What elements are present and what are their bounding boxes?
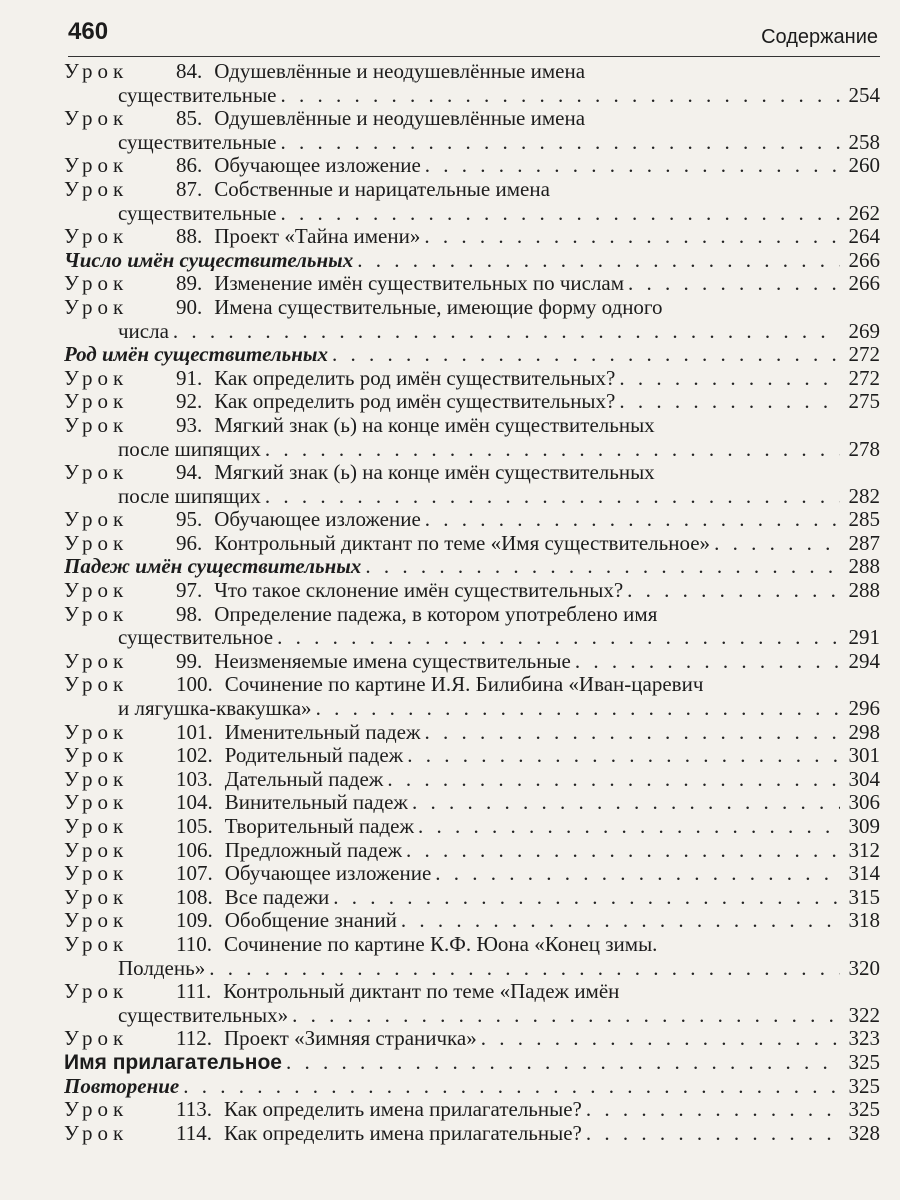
lesson-title: Определение падежа, в котором употреблено имя: [214, 602, 658, 626]
page-reference: 254: [848, 83, 880, 107]
toc-section: [64, 1075, 880, 1099]
dot-leader: [280, 84, 840, 108]
page-reference: 287: [848, 531, 880, 555]
dot-leader: [425, 508, 840, 532]
dot-leader: [332, 343, 840, 367]
page-reference: 325: [848, 1098, 880, 1122]
lesson-title: Обучающее изложение: [214, 508, 421, 532]
toc-entry: [64, 839, 880, 863]
page-reference: 298: [848, 720, 880, 744]
lesson-title: Мягкий знак (ь) на конце имён существительных: [214, 461, 655, 485]
lesson-number: 90.: [176, 295, 203, 319]
lesson-number: 94.: [176, 461, 203, 485]
lesson-title: Проект «Зимняя страничка»: [223, 1027, 477, 1051]
lesson-label: Урок: [64, 673, 129, 697]
dot-leader: [586, 1098, 840, 1122]
dot-leader: [387, 768, 840, 792]
lesson-number: 103.: [176, 767, 213, 791]
lesson-label: Урок: [64, 885, 129, 909]
lesson-number: 113.: [176, 1098, 212, 1122]
lesson-label: Урок: [64, 909, 129, 933]
page-reference: 258: [848, 130, 880, 154]
lesson-title: Проект «Тайна имени»: [214, 225, 421, 249]
lesson-title: Сочинение по картине К.Ф. Юона «Конец зимы.: [223, 932, 658, 956]
toc-entry: [64, 650, 880, 674]
dot-leader: [209, 957, 840, 981]
lesson-number: 109.: [176, 909, 213, 933]
page-reference: 262: [848, 201, 880, 225]
page-reference: 312: [848, 838, 880, 862]
dot-leader: [173, 320, 840, 344]
dot-leader: [280, 202, 840, 226]
lesson-label: Урок: [64, 791, 129, 815]
lesson-label: Урок: [64, 1027, 129, 1051]
lesson-title-continuation: и лягушка-квакушка»: [118, 697, 312, 721]
page-reference: 260: [848, 154, 880, 178]
lesson-label: Урок: [64, 838, 129, 862]
dot-leader: [277, 626, 840, 650]
page-reference: 291: [848, 626, 880, 650]
lesson-number: 89.: [176, 272, 203, 296]
section-title: Род имён существительных: [64, 343, 328, 367]
toc-entry: [64, 508, 880, 532]
lesson-title: Сочинение по картине И.Я. Билибина «Иван-царевич: [224, 673, 704, 697]
lesson-number: 87.: [176, 177, 203, 201]
dot-leader: [418, 815, 840, 839]
lesson-label: Урок: [64, 154, 129, 178]
toc-entry: [64, 532, 880, 556]
lesson-label: Урок: [64, 295, 129, 319]
dot-leader: [714, 532, 840, 556]
page-reference: 306: [848, 791, 880, 815]
toc-part: [64, 1051, 880, 1075]
lesson-label: Урок: [64, 1098, 129, 1122]
lesson-label: Урок: [64, 60, 129, 83]
page-reference: 325: [848, 1050, 880, 1074]
dot-leader: [575, 650, 840, 674]
toc-entry-continuation: [64, 1004, 880, 1028]
lesson-label: Урок: [64, 272, 129, 296]
page-header: [68, 14, 880, 57]
toc-entry: [64, 154, 880, 178]
toc-entry: [64, 933, 880, 957]
lesson-number: 88.: [176, 225, 203, 249]
toc-entry: [64, 461, 880, 485]
page-reference: 266: [848, 272, 880, 296]
lesson-title-continuation: Полдень»: [118, 956, 206, 980]
lesson-title: Предложный падеж: [224, 838, 403, 862]
lesson-label: Урок: [64, 177, 129, 201]
dot-leader: [435, 862, 840, 886]
lesson-title: Винительный падеж: [224, 791, 408, 815]
lesson-number: 107.: [176, 862, 213, 886]
toc-entry: [64, 673, 880, 697]
lesson-label: Урок: [64, 767, 129, 791]
lesson-title: Все падежи: [224, 885, 330, 909]
lesson-title: Неизменяемые имена существительные: [214, 649, 571, 673]
section-title: Падеж имён существительных: [64, 555, 362, 579]
page-reference: 296: [848, 697, 880, 721]
page-reference: 264: [848, 225, 880, 249]
lesson-title: Как определить имена прилагательные?: [223, 1121, 582, 1145]
lesson-number: 95.: [176, 508, 203, 532]
lesson-label: Урок: [64, 531, 129, 555]
lesson-number: 93.: [176, 413, 203, 437]
lesson-label: Урок: [64, 649, 129, 673]
toc-entry-continuation: [64, 131, 880, 155]
toc-entry: [64, 60, 880, 84]
lesson-number: 104.: [176, 791, 213, 815]
lesson-number: 96.: [176, 531, 203, 555]
toc-entry: [64, 791, 880, 815]
dot-leader: [280, 131, 840, 155]
lesson-title: Творительный падеж: [224, 815, 415, 838]
lesson-title: Собственные и нарицательные имена: [214, 177, 550, 201]
lesson-title-continuation: существительные: [118, 201, 277, 225]
lesson-label: Урок: [64, 1121, 129, 1145]
lesson-number: 98.: [176, 602, 203, 626]
lesson-number: 85.: [176, 107, 203, 131]
running-title: Содержание: [761, 26, 878, 48]
toc-entry: [64, 1098, 880, 1122]
toc-entry: [64, 744, 880, 768]
lesson-number: 108.: [176, 885, 213, 909]
lesson-label: Урок: [64, 744, 129, 768]
lesson-label: Урок: [64, 107, 129, 131]
lesson-title: Мягкий знак (ь) на конце имён существительных: [214, 413, 655, 437]
lesson-title-continuation: существительные: [118, 83, 277, 107]
lesson-number: 112.: [176, 1027, 212, 1051]
toc-entry: [64, 272, 880, 296]
dot-leader: [628, 272, 840, 296]
lesson-title: Что такое склонение имён существительных?: [214, 579, 624, 603]
lesson-title: Как определить род имён существительных?: [214, 366, 616, 390]
toc-entry: [64, 107, 880, 131]
dot-leader: [425, 154, 840, 178]
lesson-label: Урок: [64, 815, 129, 838]
dot-leader: [365, 555, 840, 579]
lesson-number: 91.: [176, 366, 203, 390]
page-reference: 304: [848, 767, 880, 791]
lesson-label: Урок: [64, 225, 129, 249]
page-reference: 315: [848, 885, 880, 909]
lesson-title: Имена существительные, имеющие форму одного: [214, 295, 663, 319]
lesson-number: 92.: [176, 390, 203, 414]
page-reference: 328: [848, 1121, 880, 1145]
page-reference: 272: [848, 366, 880, 390]
lesson-number: 101.: [176, 720, 213, 744]
dot-leader: [357, 249, 840, 273]
toc-entry: [64, 886, 880, 910]
toc-section: [64, 249, 880, 273]
dot-leader: [401, 909, 840, 933]
lesson-label: Урок: [64, 390, 129, 414]
lesson-number: 86.: [176, 154, 203, 178]
toc-entry: [64, 603, 880, 627]
lesson-title-continuation: числа: [118, 319, 169, 343]
dot-leader: [316, 697, 840, 721]
lesson-label: Урок: [64, 602, 129, 626]
section-title: Повторение: [64, 1074, 180, 1098]
toc-entry: [64, 1122, 880, 1146]
lesson-number: 105.: [176, 815, 213, 838]
page-reference: 288: [848, 555, 880, 579]
dot-leader: [265, 485, 840, 509]
lesson-number: 84.: [176, 60, 203, 83]
lesson-title: Именительный падеж: [224, 720, 421, 744]
toc-entry: [64, 909, 880, 933]
toc-entry: [64, 225, 880, 249]
lesson-title: Родительный падеж: [224, 744, 404, 768]
lesson-title: Одушевлённые и неодушевлённые имена: [214, 107, 586, 131]
toc-entry: [64, 178, 880, 202]
dot-leader: [333, 886, 840, 910]
toc-entry: [64, 367, 880, 391]
page-reference: 288: [848, 579, 880, 603]
dot-leader: [586, 1122, 840, 1146]
lesson-number: 110.: [176, 932, 212, 956]
toc-entry: [64, 1027, 880, 1051]
lesson-title: Одушевлённые и неодушевлённые имена: [214, 60, 586, 83]
lesson-title: Как определить род имён существительных?: [214, 390, 616, 414]
page-reference: 322: [848, 1003, 880, 1027]
dot-leader: [627, 579, 840, 603]
page-reference: 285: [848, 508, 880, 532]
lesson-title: Изменение имён существительных по числам: [214, 272, 625, 296]
lesson-label: Урок: [64, 980, 129, 1004]
dot-leader: [406, 839, 840, 863]
lesson-title-continuation: после шипящих: [118, 437, 261, 461]
dot-leader: [481, 1027, 840, 1051]
lesson-title: Обобщение знаний: [224, 909, 397, 933]
page-reference: 282: [848, 484, 880, 508]
toc-entry-continuation: [64, 84, 880, 108]
page-number: 460: [68, 18, 109, 45]
dot-leader: [412, 791, 840, 815]
dot-leader: [286, 1051, 840, 1075]
lesson-number: 114.: [176, 1121, 212, 1145]
lesson-number: 102.: [176, 744, 213, 768]
lesson-label: Урок: [64, 461, 129, 485]
toc-entry: [64, 980, 880, 1004]
toc-entry: [64, 768, 880, 792]
lesson-number: 99.: [176, 649, 203, 673]
lesson-label: Урок: [64, 932, 129, 956]
page-reference: 269: [848, 319, 880, 343]
lesson-title-continuation: после шипящих: [118, 484, 261, 508]
toc-entry: [64, 296, 880, 320]
page-reference: 314: [848, 862, 880, 886]
part-title: Имя прилагательное: [64, 1050, 282, 1074]
lesson-title: Контрольный диктант по теме «Имя существительное»: [214, 531, 711, 555]
lesson-number: 100.: [176, 673, 213, 697]
page-reference: 294: [848, 649, 880, 673]
toc-entry: [64, 721, 880, 745]
toc-entry: [64, 815, 880, 839]
lesson-title-continuation: существительных»: [118, 1003, 289, 1027]
toc-entry: [64, 579, 880, 603]
page-reference: 278: [848, 437, 880, 461]
page-reference: 323: [848, 1027, 880, 1051]
page-reference: 325: [848, 1074, 880, 1098]
dot-leader: [407, 744, 840, 768]
lesson-label: Урок: [64, 579, 129, 603]
toc-entry: [64, 390, 880, 414]
page-reference: 320: [848, 956, 880, 980]
lesson-label: Урок: [64, 413, 129, 437]
lesson-number: 111.: [176, 980, 212, 1004]
toc-entry: [64, 862, 880, 886]
dot-leader: [619, 390, 840, 414]
lesson-label: Урок: [64, 862, 129, 886]
page-reference: 309: [848, 815, 880, 838]
dot-leader: [424, 721, 840, 745]
lesson-title: Контрольный диктант по теме «Падеж имён: [223, 980, 620, 1004]
dot-leader: [619, 367, 840, 391]
toc-entry-continuation: [64, 697, 880, 721]
table-of-contents: [64, 60, 880, 1145]
lesson-label: Урок: [64, 508, 129, 532]
page-reference: 266: [848, 248, 880, 272]
toc-entry-continuation: [64, 202, 880, 226]
toc-entry-continuation: [64, 438, 880, 462]
dot-leader: [183, 1075, 840, 1099]
dot-leader: [292, 1004, 840, 1028]
lesson-title: Дательный падеж: [224, 767, 384, 791]
lesson-title: Как определить имена прилагательные?: [223, 1098, 582, 1122]
toc-entry-continuation: [64, 626, 880, 650]
toc-section: [64, 343, 880, 367]
page-reference: 272: [848, 343, 880, 367]
lesson-label: Урок: [64, 720, 129, 744]
lesson-number: 106.: [176, 838, 213, 862]
lesson-title: Обучающее изложение: [224, 862, 432, 886]
lesson-title: Обучающее изложение: [214, 154, 421, 178]
dot-leader: [424, 225, 840, 249]
section-title: Число имён существительных: [64, 248, 354, 272]
toc-entry-continuation: [64, 485, 880, 509]
page-reference: 275: [848, 390, 880, 414]
toc-entry-continuation: [64, 320, 880, 344]
toc-entry: [64, 414, 880, 438]
page-reference: 318: [848, 909, 880, 933]
lesson-title-continuation: существительные: [118, 130, 277, 154]
lesson-label: Урок: [64, 366, 129, 390]
lesson-title-continuation: существительное: [118, 626, 274, 650]
page-reference: 301: [848, 744, 880, 768]
toc-section: [64, 555, 880, 579]
toc-entry-continuation: [64, 957, 880, 981]
lesson-number: 97.: [176, 579, 203, 603]
dot-leader: [265, 438, 840, 462]
